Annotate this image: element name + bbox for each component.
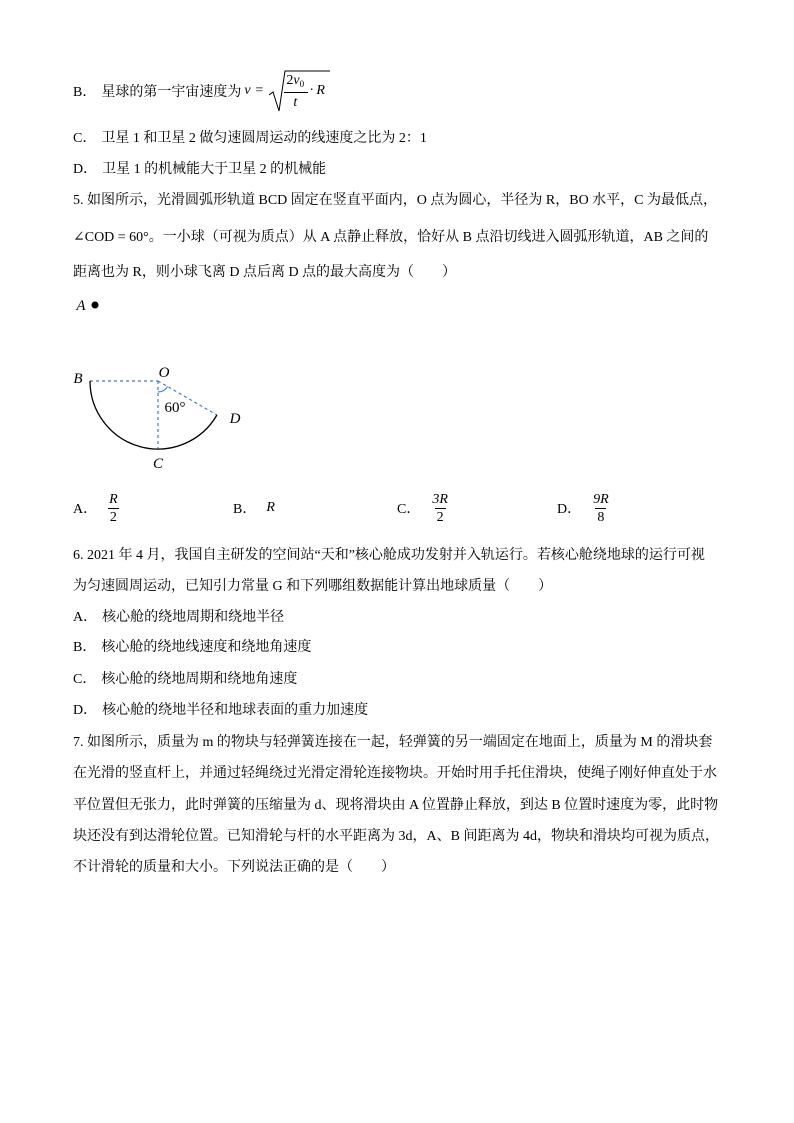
point-d-label: D — [229, 411, 241, 427]
option-letter: B． — [233, 502, 257, 517]
point-a-label: A — [76, 298, 86, 314]
q7-stem-line-2: 在光滑的竖直杆上，并通过轻绳绕过光滑定滑轮连接物块。开始时用手托住滑块，使绳子刚好伸直处于水 — [73, 766, 717, 781]
option-letter: A． — [73, 502, 98, 517]
formula-dot: · — [309, 83, 315, 98]
q7-stem-line-3: 平位置但无张力，此时弹簧的压缩量为 d、现将滑块由 A 位置静止释放，到达 B 位置时速度为零，此时物 — [73, 798, 719, 813]
fraction-denominator: 2 — [436, 509, 444, 525]
fraction-numerator: 3R — [432, 491, 448, 507]
formula-radius: R — [316, 83, 325, 98]
option-letter: B． — [73, 640, 97, 655]
q7-stem-line-5: 不计滑轮的质量和大小。下列说法正确的是（ ） — [73, 860, 395, 875]
q7-stem-line-1: 7. 如图所示，质量为 m 的物块与轻弹簧连接在一起，轻弹簧的另一端固定在地面上，质量为 M 的滑块套 — [73, 735, 713, 750]
formula-lhs: v — [244, 83, 251, 98]
option-fraction — [430, 491, 450, 526]
option-letter: A． — [73, 610, 98, 625]
option-letter: C． — [397, 502, 421, 517]
option-letter: D． — [73, 703, 98, 718]
option-letter: D． — [73, 162, 98, 177]
q5-option-d — [557, 489, 611, 527]
q5-stem-line-1: 5. 如图所示，光滑圆弧形轨道 BCD 固定在竖直平面内，O 点为圆心，半径为 R，BO 水平，C 为最低点， — [73, 193, 718, 208]
q6-option-b — [73, 638, 311, 658]
option-letter: D． — [557, 502, 582, 517]
option-text: 星球的第一宇宙速度为 — [101, 85, 242, 100]
option-letter: C． — [73, 672, 97, 687]
option-text: 核心舱的绕地周期和绕地半径 — [102, 610, 285, 625]
option-letter: C． — [73, 131, 97, 146]
fraction-denominator: 2 — [109, 509, 117, 525]
q6-stem-line-1: 6. 2021 年 4 月，我国自主研发的空间站“天和”核心舱成功发射并入轨运行。若核心舱绕地球的运行可视 — [73, 548, 705, 563]
option-text: 卫星 1 和卫星 2 做匀速圆周运动的线速度之比为 2：1 — [101, 131, 427, 146]
q4-option-b — [73, 68, 332, 114]
q5-stem-line-3: 距离也为 R，则小球飞离 D 点后离 D 点的最大高度为（ ） — [73, 265, 457, 280]
q5-option-c — [397, 489, 450, 527]
q4-option-c — [73, 129, 427, 149]
q5-stem-line-2: ∠COD = 60°。一小球（可视为质点）从 A 点静止释放，恰好从 B 点沿切线进入圆弧形轨道，AB 之间的 — [73, 230, 709, 245]
angle-label: 60° — [164, 400, 186, 416]
point-o-label: O — [158, 365, 170, 381]
option-text: 核心舱的绕地半径和地球表面的重力加速度 — [102, 703, 369, 718]
option-fraction — [591, 491, 611, 526]
formula-equals: = — [255, 83, 264, 98]
numerator-var: v — [293, 73, 300, 88]
q6-option-c — [73, 670, 297, 690]
q6-option-a — [73, 608, 284, 628]
option-text: 核心舱的绕地周期和绕地角速度 — [101, 672, 298, 687]
q7-stem-line-4: 块还没有到达滑轮位置。已知滑轮与杆的水平距离为 3d，A、B 间距离为 4d，物块和滑块均可视为质点， — [73, 829, 719, 844]
arc-track-bcd — [90, 381, 217, 449]
point-b-label: B — [73, 371, 83, 387]
point-a-dot — [92, 302, 99, 309]
fraction-denominator: 8 — [597, 509, 605, 525]
option-value: R — [266, 500, 275, 515]
fraction-numerator: 9R — [593, 491, 609, 507]
q5-option-a — [73, 489, 120, 527]
option-fraction — [107, 491, 120, 526]
option-text: 卫星 1 的机械能大于卫星 2 的机械能 — [102, 162, 327, 177]
escape-velocity-formula — [244, 68, 332, 114]
option-text: 核心舱的绕地线速度和绕地角速度 — [101, 640, 312, 655]
fraction-numerator: R — [109, 491, 118, 507]
option-letter: B． — [73, 85, 97, 100]
q6-option-d — [73, 701, 368, 721]
numerator-coef: 2 — [286, 73, 294, 88]
formula-denominator: t — [293, 95, 298, 110]
q6-stem-line-2: 为匀速圆周运动，已知引力常量 G 和下列哪组数据能计算出地球质量（ ） — [73, 579, 553, 594]
angle-arc — [158, 387, 168, 393]
q5-track-figure — [60, 290, 260, 480]
formula-numerator — [286, 71, 304, 94]
q4-option-d — [73, 160, 326, 180]
q5-option-b — [233, 489, 275, 527]
numerator-subscript: 0 — [299, 79, 305, 89]
point-c-label: C — [152, 456, 164, 472]
